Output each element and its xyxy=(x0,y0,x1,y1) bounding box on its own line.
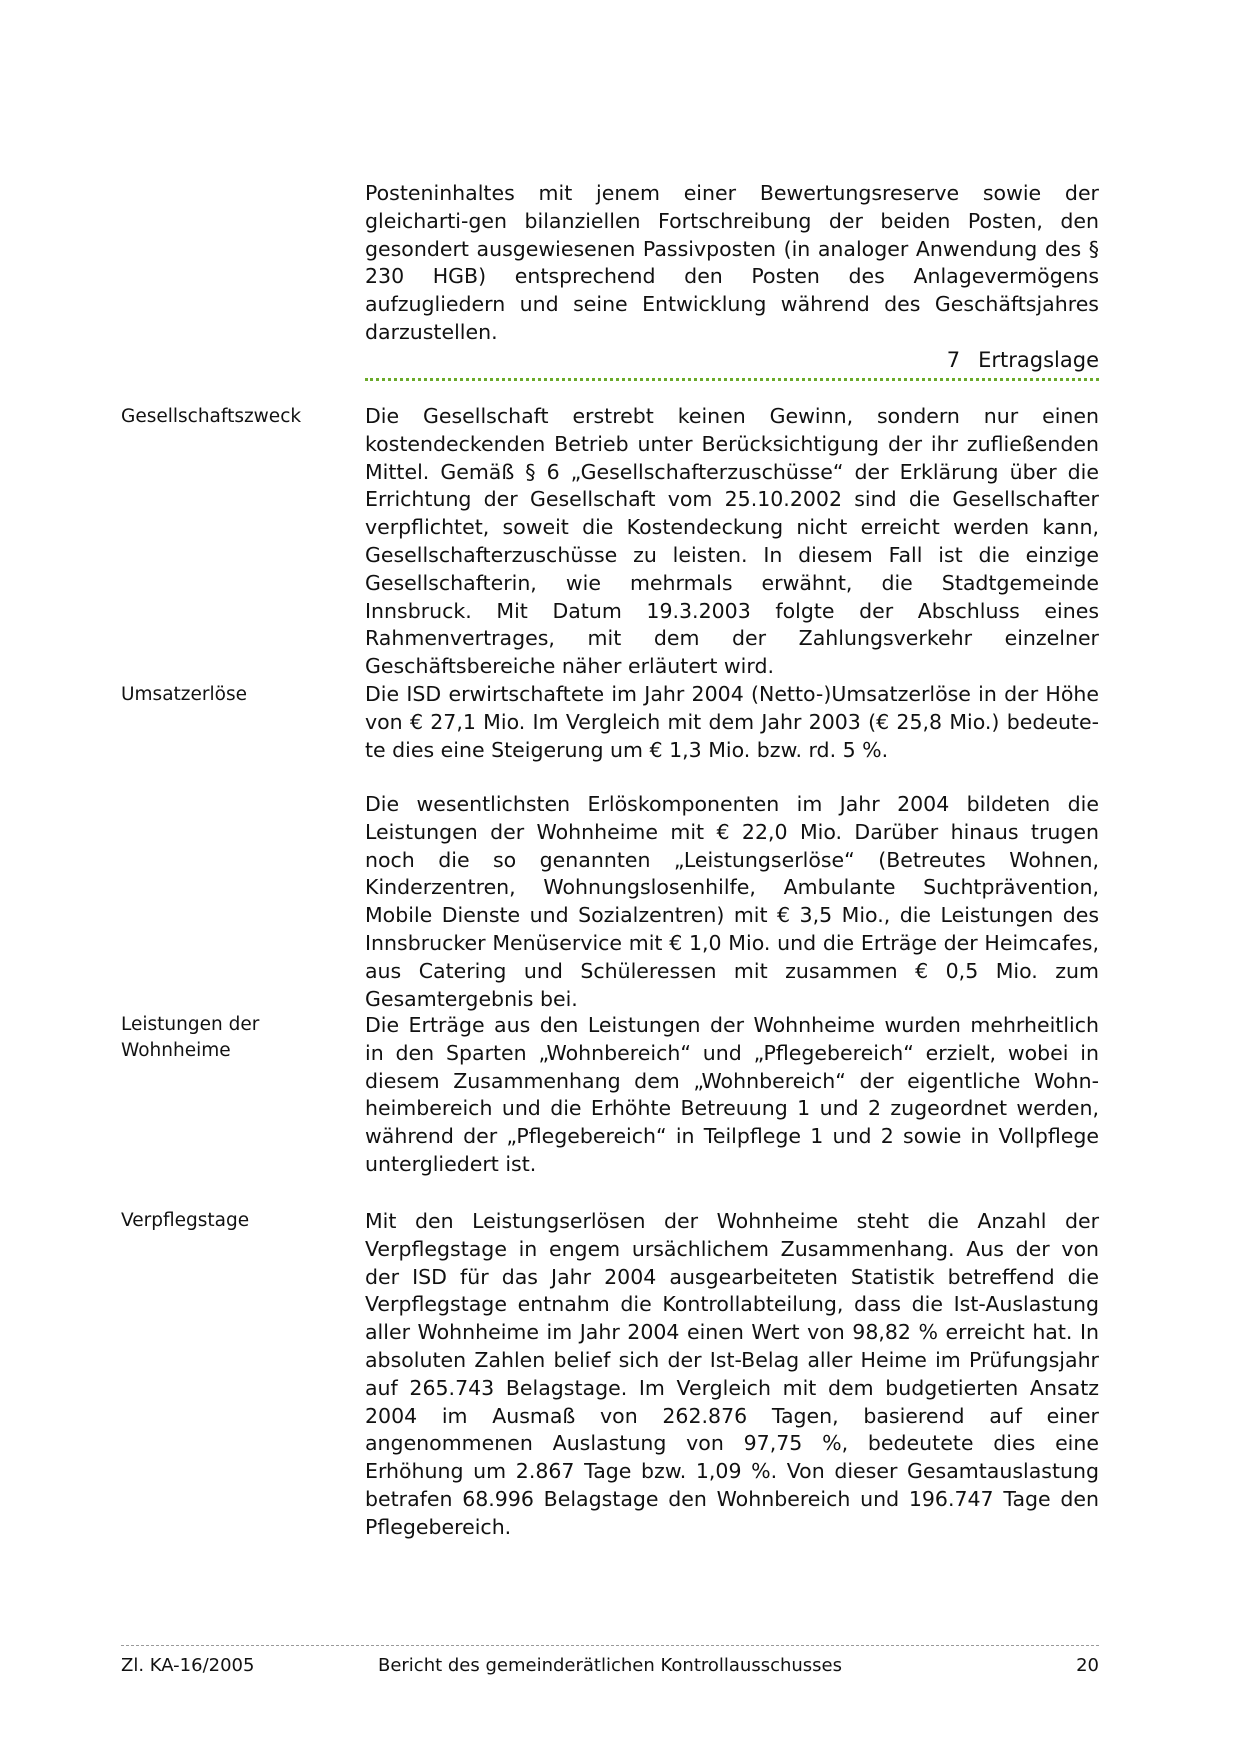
paragraph-gesellschaftszweck: Die Gesellschaft erstrebt keinen Gewinn, sondern nur einen kostendeckenden Betrieb unter Berücksichtigung der ihr zufließenden Mittel. Gemäß § 6 „Gesellschafterzuschüsse“ der Erklärung über die Errichtung der Gesellschaft vom 25.10.2002 sind die Gesellschafter verpflichtet, soweit die Kostendeckung nicht erreicht werden kann, Gesellschafterzuschüsse zu leisten. In diesem Fall ist die einzige Gesellschafterin, wie mehrmals erwähnt, die Stadtgemeinde Innsbruck. Mit Datum 19.3.2003 folgte der Abschluss eines Rahmenvertrages, mit dem der Zahlungsverkehr einzelner Geschäftsbereiche näher erläutert wird. xyxy=(365,404,1099,679)
section-title: Ertragslage xyxy=(978,348,1099,372)
page-number: 20 xyxy=(1076,1655,1099,1676)
section-divider xyxy=(365,378,1099,381)
paragraph-erloeskomponenten-container xyxy=(365,791,1099,1013)
paragraph-gesellschaftszweck-container xyxy=(365,403,1099,681)
paragraph-verpflegstage-container xyxy=(365,1208,1099,1542)
page-footer xyxy=(121,1653,1099,1679)
paragraph-verpflegstage: Mit den Leistungserlösen der Wohnheime steht die Anzahl der Verpflegstage in engem ursächlichem Zusammenhang. Aus der von der ISD für das Jahr 2004 ausgearbeiteten Statistik betreffend die Verpflegstage entnahm die Kontrollabteilung, dass die Ist-Auslastung aller Wohnheime im Jahr 2004 einen Wert von 98,82 % erreicht hat. In absoluten Zahlen belief sich der Ist-Belag aller Heime im Prüfungsjahr auf 265.743 Belagstage. Im Vergleich mit dem budgetierten Ansatz 2004 im Ausmaß von 262.876 Tagen, basierend auf einer angenommenen Auslastung von 97,75 %, bedeutete dies eine Erhöhung um 2.867 Tage bzw. 1,09 %. Von dieser Gesamtauslastung betrafen 68.996 Belagstage den Wohnbereich und 196.747 Tage den Pflegebereich. xyxy=(365,1209,1099,1539)
margin-label-umsatzerloese: Umsatzerlöse xyxy=(121,684,247,705)
paragraph-leistungen-wohnheime-container xyxy=(365,1012,1099,1179)
intro-paragraph-container xyxy=(365,180,1099,347)
section-heading xyxy=(365,345,1099,375)
margin-label-verpflegstage: Verpflegstage xyxy=(121,1210,250,1231)
intro-paragraph: Posteninhaltes mit jenem einer Bewertungsreserve sowie der gleicharti-gen bilanziellen Fortschreibung der beiden Posten, den gesondert ausgewiesenen Passivposten (in analoger Anwendung des § 230 HGB) entsprechend den Posten des Anlagevermögens aufzugliedern und seine Entwicklung während des Geschäftsjahres darzustellen. xyxy=(365,181,1099,344)
paragraph-erloeskomponenten: Die wesentlichsten Erlöskomponenten im Jahr 2004 bildeten die Leistungen der Wohnheime mit € 22,0 Mio. Darüber hinaus trugen noch die so genannten „Leistungserlöse“ (Betreutes Wohnen, Kinderzentren, Wohnungslosenhilfe, Ambulante Suchtprävention, Mobile Dienste und Sozialzentren) mit € 3,5 Mio., die Leistungen des Innsbrucker Menüservice mit € 1,0 Mio. und die Erträge der Heimcafes, aus Catering und Schüleressen mit zusammen € 0,5 Mio. zum Gesamtergebnis bei. xyxy=(365,792,1099,1011)
paragraph-umsatzerloese: Die ISD erwirtschaftete im Jahr 2004 (Netto-)Umsatzerlöse in der Höhe von € 27,1 Mio. Im Vergleich mit dem Jahr 2003 (€ 25,8 Mio.) bedeutete dies eine Steigerung um € 1,3 Mio. bzw. rd. 5 %. xyxy=(365,682,1099,762)
paragraph-umsatzerloese-container xyxy=(365,681,1099,764)
footer-reference: Zl. KA-16/2005 xyxy=(121,1655,255,1676)
margin-label-gesellschaftszweck: Gesellschaftszweck xyxy=(121,406,302,427)
footer-divider xyxy=(121,1645,1099,1646)
margin-label-leistungen-wohnheime: Leistungen der Wohnheime xyxy=(121,1014,260,1061)
paragraph-leistungen-wohnheime: Die Erträge aus den Leistungen der Wohnheime wurden mehrheitlich in den Sparten „Wohnbereich“ und „Pflegebereich“ erzielt, wobei in diesem Zusammenhang dem „Wohnbereich“ der eigentliche Wohnheimbereich und die Erhöhte Betreuung 1 und 2 zugeordnet werden, während der „Pflegebereich“ in Teilpflege 1 und 2 sowie in Vollpflege untergliedert ist. xyxy=(365,1013,1099,1176)
footer-title: Bericht des gemeinderätlichen Kontrollausschusses xyxy=(377,1655,843,1676)
section-number: 7 xyxy=(946,348,961,372)
